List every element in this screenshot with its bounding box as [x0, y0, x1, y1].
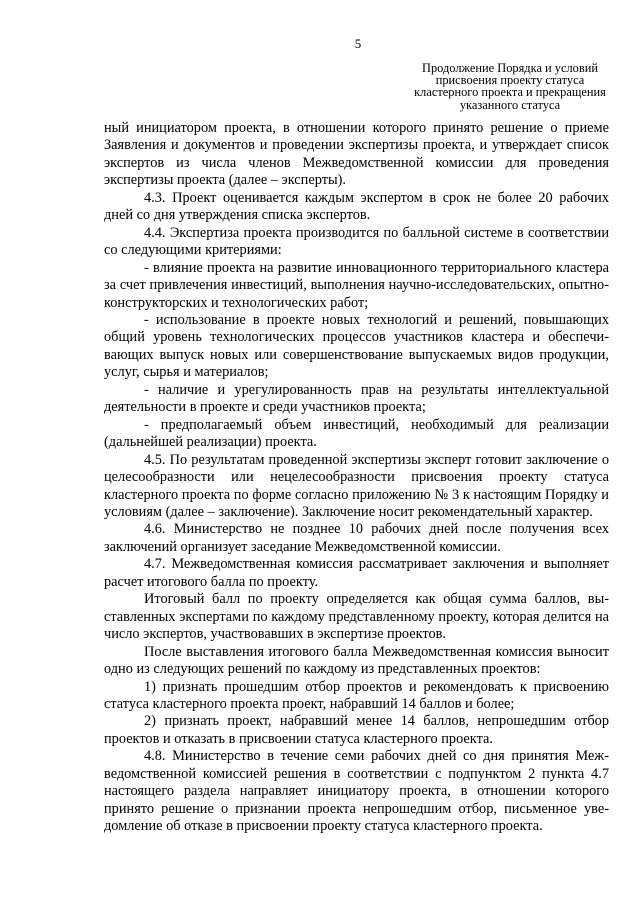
paragraph-4-3: 4.3. Проект оценивается каждым экспертом в срок не более 20 рабочих дней со дня утверждения списка экспертов. — [104, 189, 609, 224]
header-line: указанного статуса — [459, 97, 561, 112]
decision-item: 1) признать прошедшим отбор проектов и рекомендовать к присвоению статуса кластерного проекта проект, набравший 14 баллов и более; — [104, 678, 609, 712]
page-number: 5 — [354, 36, 362, 51]
document-body — [104, 120, 609, 836]
paragraph-4-7: 4.7. Межведомственная комиссия рассматривает заключения и выполняет расчет итогового балла по проекту. — [104, 556, 609, 590]
criterion-item: - предполагаемый объем инвестиций, необходимый для реализации (дальнейшей реализации) проекта. — [104, 416, 609, 451]
paragraph-4-6: 4.6. Министерство не позднее 10 рабочих дней после получения всех заключений организует заседание Межведомственной комиссии. — [104, 521, 609, 555]
paragraph-final-score: Итоговый балл по проекту определяется как общая сумма баллов, выставленных экспертами по каждому представленному проекту, которая делится на число экспертов, участвовавших в экспертизе проектов. — [104, 591, 609, 643]
document-header — [390, 62, 630, 111]
paragraph-4-8: 4.8. Министерство в течение семи рабочих дней со дня принятия Межведомственной комиссией решения в соответствии с подпунктом 2 пункта 4.7 настоящего раздела направляет инициатору проекта, в отношении которого принято решение о признании проекта непрошедшим отбор, письменное уведомление об отказе в присвоении проекту статуса кластерного проекта. — [104, 748, 609, 835]
criterion-item: - наличие и урегулированность прав на результаты интеллектуальной деятельности в проекте и среди участников проекта; — [104, 381, 609, 416]
decision-item: 2) признать проект, набравший менее 14 баллов, непрошедшим отбор проектов и отказать в присвоении статуса кластерного проекта. — [104, 713, 609, 747]
criterion-item: - влияние проекта на развитие инновационного территориального кластера за счет привлечения инвестиций, выполнения научно-исследовательских, опытно-конструкторских и технологических работ; — [104, 259, 609, 311]
paragraph-decision-intro: После выставления итогового балла Межведомственная комиссия выносит одно из следующих решений по каждому из представленных проектов: — [104, 643, 609, 678]
header-line: кластерного проекта и прекращения — [414, 85, 606, 100]
criterion-item: - использование в проекте новых технологий и решений, повышающих общий уровень технологических процессов участников кластера и обеспечивающих выпуск новых или совершенствование выпускаемых видов продукции, услуг, сырья и материалов; — [104, 311, 609, 381]
paragraph-4-5: 4.5. По результатам проведенной экспертизы эксперт готовит заключение о целесообразности или нецелесообразности присвоения проекту статуса кластерного проекта по форме согласно приложению № 3 к настоящим Порядку и условиям (далее – заключение). Заключение носит рекомендательный характер. — [104, 451, 609, 520]
paragraph-4-4: 4.4. Экспертиза проекта производится по балльной системе в соответствии со следующими критериями: — [104, 224, 609, 259]
header-line: Продолжение Порядка и условий — [422, 61, 598, 75]
header-line: присвоения проекту статуса — [435, 73, 585, 88]
paragraph-continuation: ный инициатором проекта, в отношении которого принято решение о приеме Заявления и документов и проведении экспертизы проекта, и утверждает список экспертов из числа членов Межведомственной комиссии для проведения экспертизы проекта (далее – эксперты). — [104, 120, 609, 189]
